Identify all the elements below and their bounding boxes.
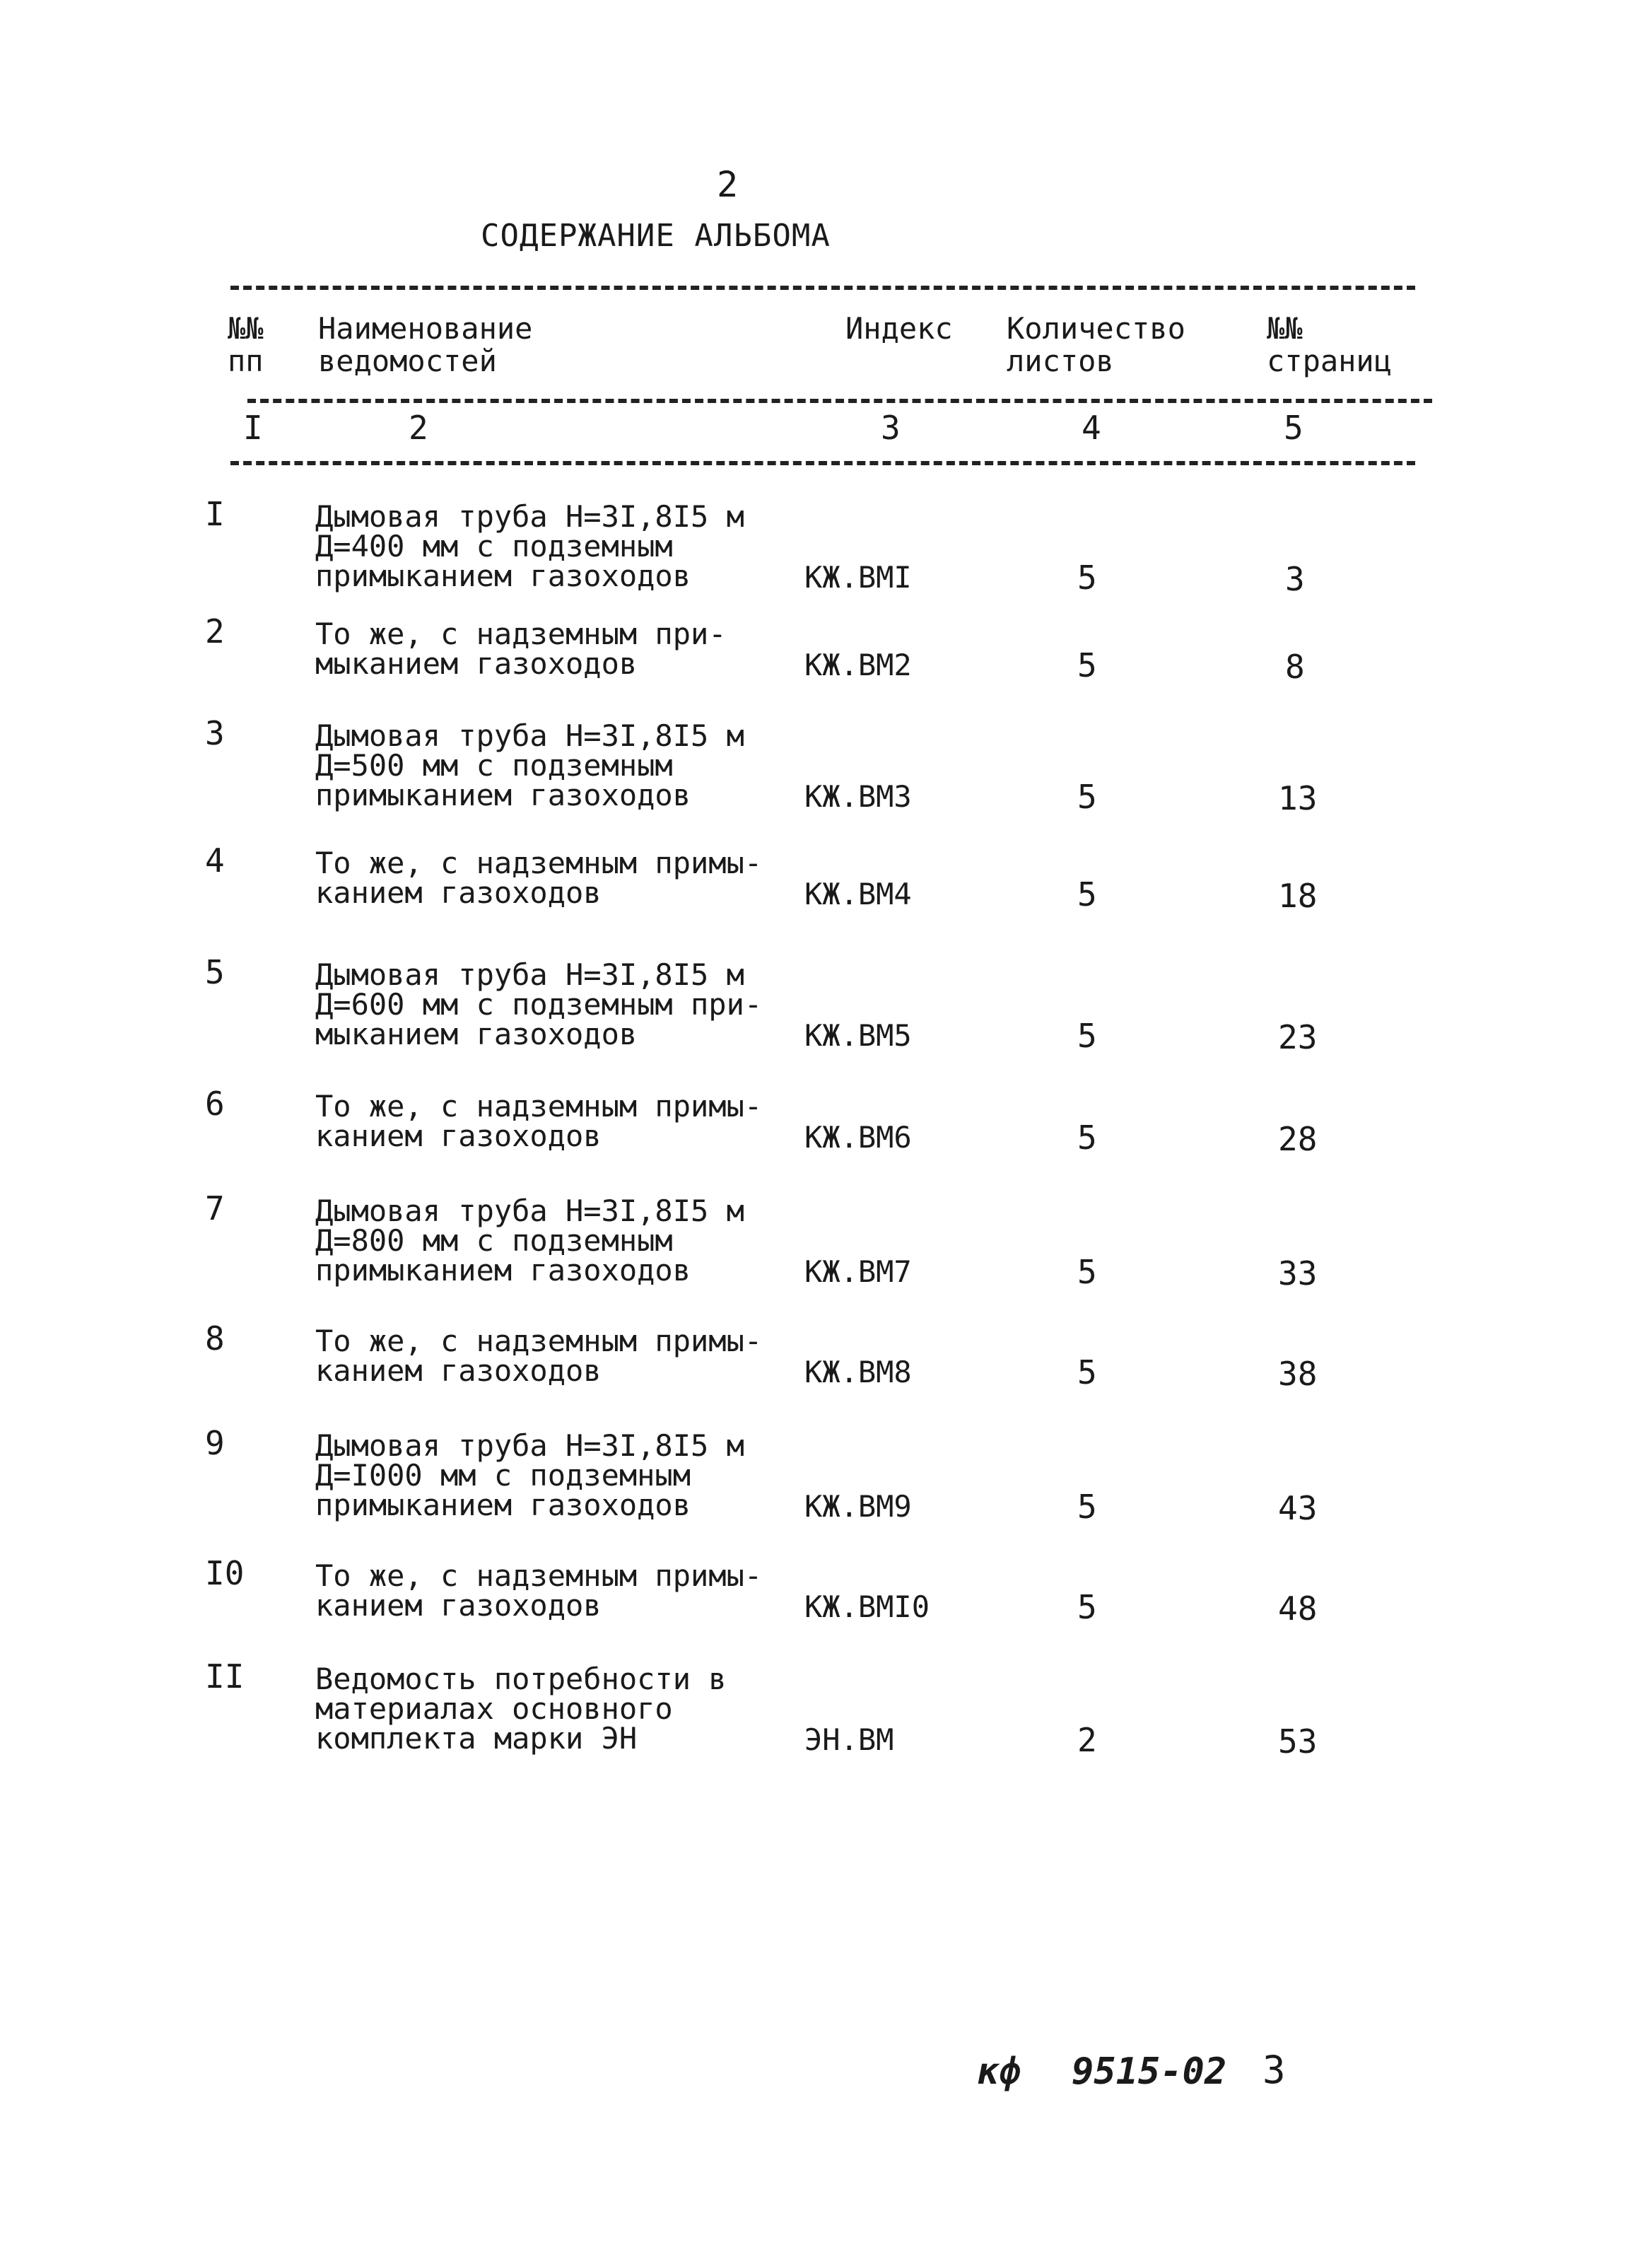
row-number: 6 xyxy=(205,1085,225,1123)
row-name-line: примыканием газоходов xyxy=(315,778,691,812)
row-name xyxy=(315,1089,763,1153)
row-index: КЖ.ВМI0 xyxy=(804,1589,930,1624)
row-sheets: 5 xyxy=(1077,1488,1097,1526)
row-name-line: Дымовая труба Н=3I,8I5 м xyxy=(315,957,744,992)
row-page: 53 xyxy=(1278,1722,1318,1761)
divider-header xyxy=(247,399,1432,403)
footer-code: 9515-02 xyxy=(1072,2050,1227,2093)
row-number: 8 xyxy=(205,1319,225,1358)
row-page: 28 xyxy=(1278,1120,1318,1158)
row-number: 4 xyxy=(205,841,225,880)
row-number: 5 xyxy=(205,953,225,991)
row-name-line: канием газоходов xyxy=(315,1353,602,1388)
row-index: КЖ.ВМ2 xyxy=(804,648,912,682)
row-index: КЖ.ВМ7 xyxy=(804,1254,912,1289)
row-name-line: То же, с надземным при- xyxy=(315,617,727,651)
divider-top xyxy=(230,286,1415,290)
row-name-line: Д=I000 мм с подземным xyxy=(315,1458,691,1493)
row-name-line: Д=800 мм с подземным xyxy=(315,1223,673,1258)
row-name xyxy=(315,1558,763,1623)
column-number-4: 4 xyxy=(1082,409,1101,447)
row-name xyxy=(315,848,762,908)
document-title: СОДЕРЖАНИЕ АЛЬБОМА xyxy=(481,218,831,254)
row-sheets: 5 xyxy=(1077,1017,1097,1055)
row-name-line: примыканием газоходов xyxy=(315,559,691,593)
row-name-line: Ведомость потребности в xyxy=(315,1662,727,1696)
row-sheets: 5 xyxy=(1077,1119,1097,1157)
column-number-1: I xyxy=(243,409,263,447)
row-page: 13 xyxy=(1278,779,1318,817)
row-name-line: материалах основного xyxy=(315,1691,673,1726)
row-index: КЖ.ВМ3 xyxy=(804,779,912,814)
row-sheets: 5 xyxy=(1077,1253,1097,1291)
column-number-5: 5 xyxy=(1284,409,1304,447)
row-page: 18 xyxy=(1278,877,1318,915)
row-page: 23 xyxy=(1278,1018,1318,1056)
row-name-line: канием газоходов xyxy=(315,875,602,910)
row-index: ЭН.ВМ xyxy=(804,1722,894,1757)
row-page: 48 xyxy=(1278,1589,1318,1628)
row-name-line: мыканием газоходов xyxy=(315,1017,638,1051)
row-sheets: 5 xyxy=(1077,1353,1097,1391)
row-name-line: То же, с надземным примы- xyxy=(315,1089,763,1124)
column-number-3: 3 xyxy=(881,409,901,447)
page-number: 2 xyxy=(717,164,739,205)
row-name-line: Дымовая труба Н=3I,8I5 м xyxy=(315,1194,744,1228)
row-name-line: канием газоходов xyxy=(315,1119,602,1153)
row-sheets: 5 xyxy=(1077,559,1097,597)
header-index: Индекс xyxy=(845,311,953,346)
header-name: Наименование ведомостей xyxy=(318,311,533,378)
row-page: 3 xyxy=(1285,560,1305,598)
row-name xyxy=(315,1326,762,1386)
row-sheets: 2 xyxy=(1077,1721,1097,1759)
row-name-line: Д=600 мм с подземным при- xyxy=(315,987,763,1022)
row-name xyxy=(315,1428,744,1522)
divider-columns xyxy=(230,461,1415,465)
row-name xyxy=(315,619,727,679)
row-name-line: примыканием газоходов xyxy=(315,1488,691,1522)
row-number: 9 xyxy=(205,1424,225,1462)
row-name-line: Дымовая труба Н=3I,8I5 м xyxy=(315,1428,744,1463)
row-name xyxy=(315,957,763,1051)
row-number: 3 xyxy=(205,714,225,752)
row-number: 2 xyxy=(205,612,225,650)
row-index: КЖ.ВМ9 xyxy=(804,1489,912,1524)
row-name xyxy=(315,718,744,812)
column-number-2: 2 xyxy=(409,409,428,447)
footer-page-number: 3 xyxy=(1263,2048,1286,2092)
row-name-line: То же, с надземным примы- xyxy=(315,846,763,880)
row-name xyxy=(315,1194,744,1288)
header-no: №№ пп xyxy=(228,311,264,378)
row-name xyxy=(315,499,744,593)
row-page: 33 xyxy=(1278,1254,1318,1293)
row-name-line: Дымовая труба Н=3I,8I5 м xyxy=(315,499,744,534)
row-index: КЖ.ВМI xyxy=(804,560,912,595)
row-name-line: примыканием газоходов xyxy=(315,1253,691,1288)
header-pages: №№ страниц xyxy=(1267,311,1393,378)
row-page: 8 xyxy=(1285,648,1305,686)
row-sheets: 5 xyxy=(1077,875,1097,914)
row-name-line: канием газоходов xyxy=(315,1588,602,1623)
row-sheets: 5 xyxy=(1077,646,1097,684)
row-sheets: 5 xyxy=(1077,1588,1097,1626)
row-number: I xyxy=(205,495,225,533)
row-name-line: То же, с надземным примы- xyxy=(315,1324,763,1358)
row-index: КЖ.ВМ4 xyxy=(804,877,912,911)
row-number: 7 xyxy=(205,1189,225,1227)
row-name-line: мыканием газоходов xyxy=(315,646,638,681)
footer-prefix: кф xyxy=(977,2050,1021,2093)
row-name-line: Дымовая труба Н=3I,8I5 м xyxy=(315,718,744,753)
row-index: КЖ.ВМ6 xyxy=(804,1120,912,1155)
row-name-line: Д=500 мм с подземным xyxy=(315,748,673,783)
row-name-line: комплекта марки ЭН xyxy=(315,1721,638,1756)
row-name-line: Д=400 мм с подземным xyxy=(315,529,673,564)
row-page: 43 xyxy=(1278,1489,1318,1527)
header-sheets: Количество листов xyxy=(1007,311,1185,378)
row-name-line: То же, с надземным примы- xyxy=(315,1558,763,1593)
row-sheets: 5 xyxy=(1077,778,1097,816)
row-number: II xyxy=(205,1657,245,1696)
row-number: I0 xyxy=(205,1554,245,1592)
row-name xyxy=(315,1664,727,1754)
row-index: КЖ.ВМ8 xyxy=(804,1355,912,1389)
row-index: КЖ.ВМ5 xyxy=(804,1018,912,1053)
row-page: 38 xyxy=(1278,1355,1318,1393)
